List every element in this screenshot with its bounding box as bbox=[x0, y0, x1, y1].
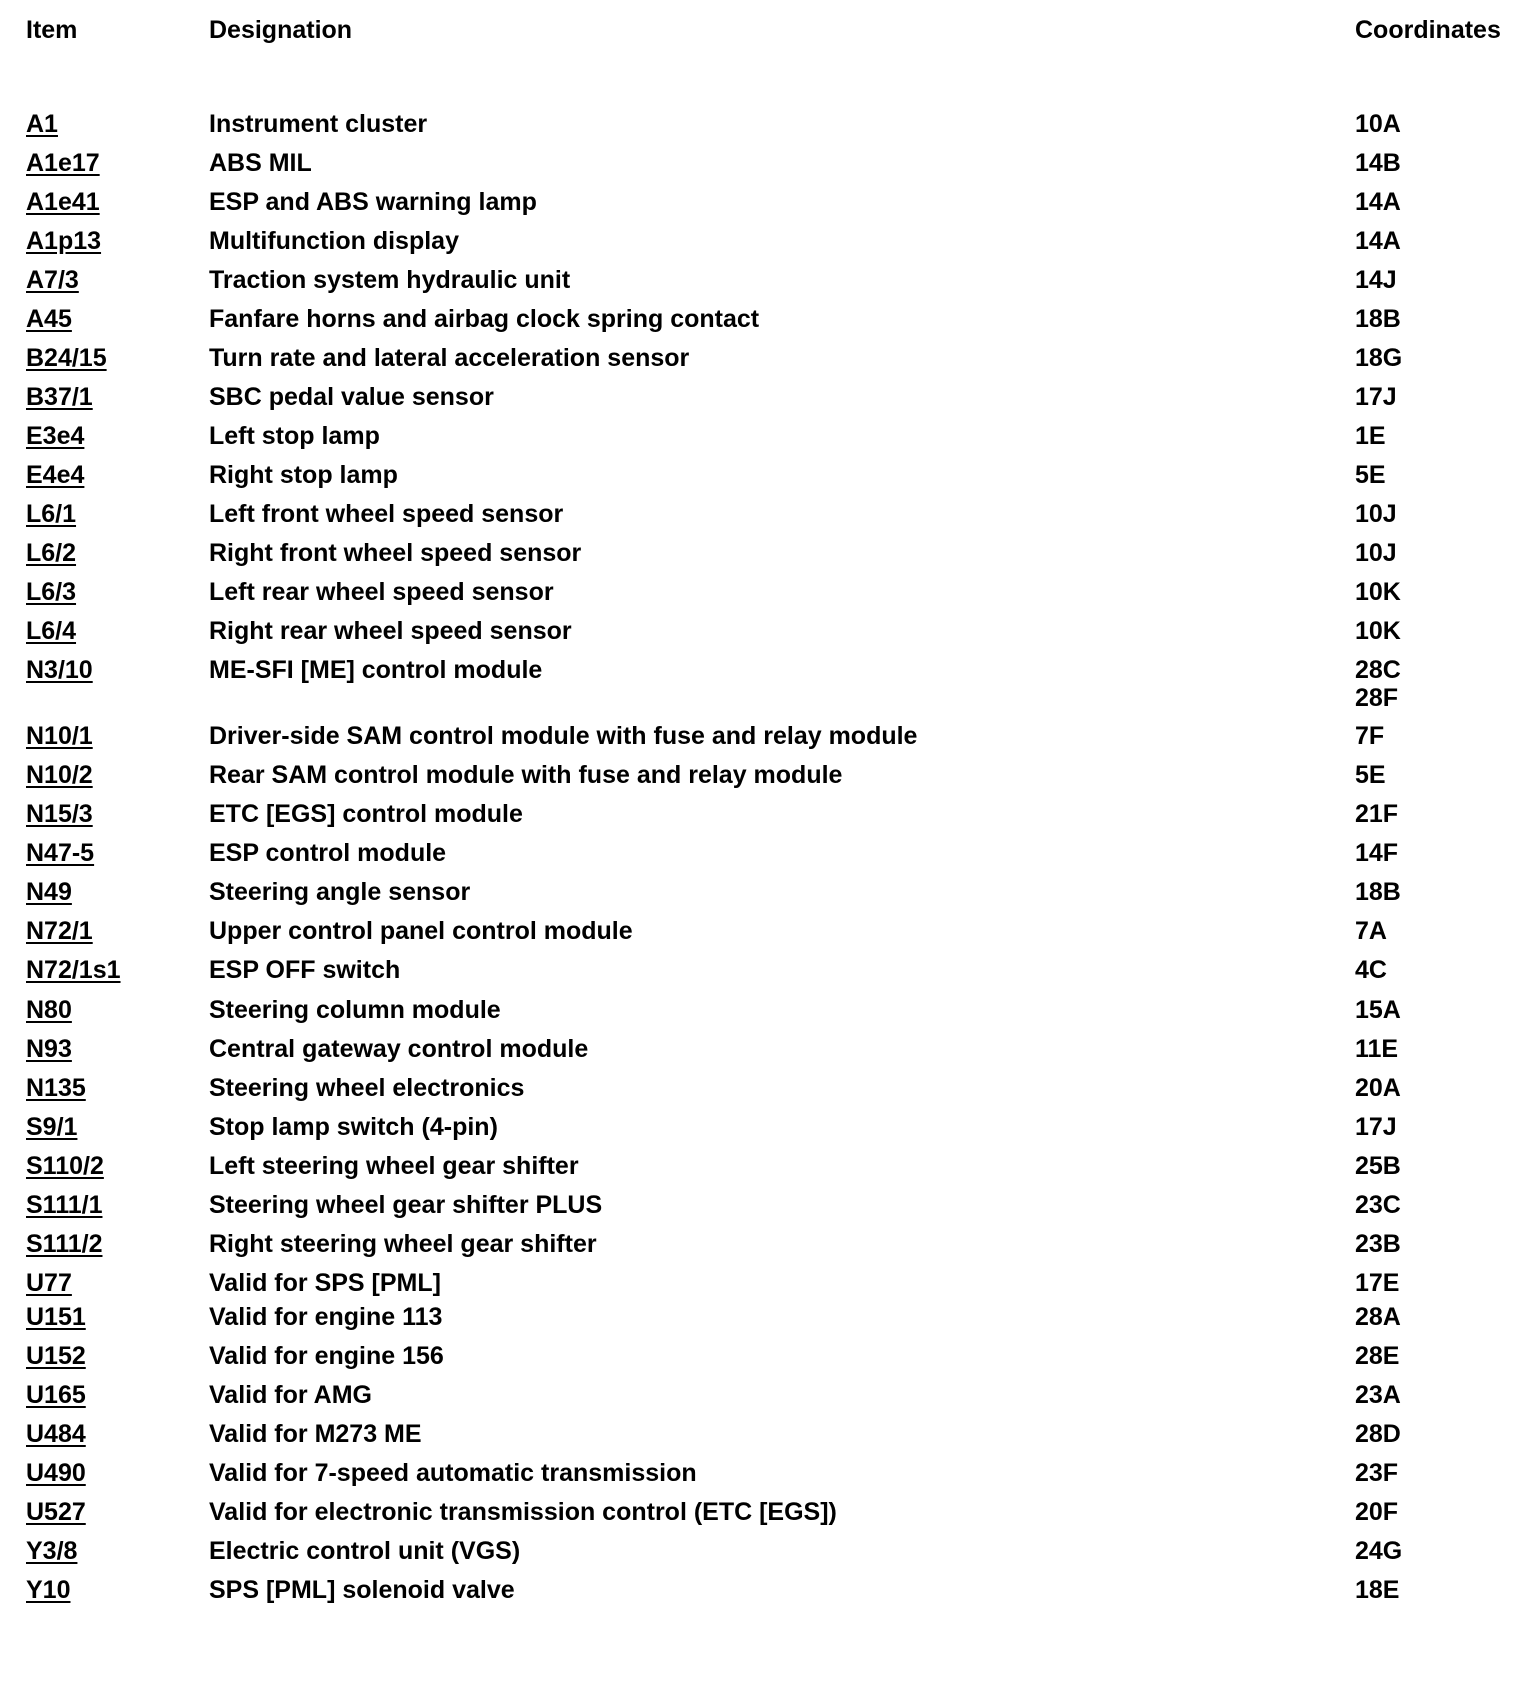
designation-cell: Traction system hydraulic unit bbox=[209, 266, 571, 294]
table-row bbox=[26, 227, 1401, 255]
item-cell bbox=[26, 800, 209, 828]
item-cell bbox=[26, 1230, 209, 1258]
designation-cell: Valid for electronic transmission control (ETC [EGS]) bbox=[209, 1498, 837, 1526]
table-row bbox=[26, 383, 1397, 411]
item-link[interactable]: E3e4 bbox=[26, 422, 85, 450]
item-link[interactable]: L6/2 bbox=[26, 539, 77, 567]
table-row bbox=[26, 1230, 1401, 1258]
item-link[interactable]: A1e17 bbox=[26, 149, 100, 177]
table-row bbox=[26, 1269, 1399, 1297]
item-link[interactable]: N3/10 bbox=[26, 656, 93, 684]
table-row bbox=[26, 1191, 1401, 1219]
designation-cell: Left rear wheel speed sensor bbox=[209, 578, 554, 606]
coordinates-cell: 14J bbox=[1355, 266, 1397, 294]
table-row bbox=[26, 110, 1401, 138]
coordinates-cell: 21F bbox=[1355, 800, 1399, 828]
designation-cell: Valid for M273 ME bbox=[209, 1420, 422, 1448]
table-row bbox=[26, 1498, 1398, 1526]
item-link[interactable]: A45 bbox=[26, 305, 72, 333]
designation-cell: Valid for AMG bbox=[209, 1381, 372, 1409]
designation-cell: SPS [PML] solenoid valve bbox=[209, 1576, 515, 1604]
designation-cell: Steering angle sensor bbox=[209, 878, 471, 906]
item-link[interactable]: U165 bbox=[26, 1381, 86, 1409]
item-cell bbox=[26, 1498, 209, 1526]
designation-cell: ABS MIL bbox=[209, 149, 312, 177]
designation-cell: Stop lamp switch (4-pin) bbox=[209, 1113, 498, 1141]
coordinates-cell: 10J bbox=[1355, 539, 1397, 567]
table-row bbox=[26, 839, 1398, 867]
table-row bbox=[26, 422, 1386, 450]
item-cell bbox=[26, 383, 209, 411]
item-link[interactable]: S111/1 bbox=[26, 1191, 103, 1219]
table-row bbox=[26, 578, 1401, 606]
coordinates-cell: 28E bbox=[1355, 1342, 1400, 1370]
designation-column-header: Designation bbox=[209, 16, 353, 44]
coordinates-cell: 20F bbox=[1355, 1498, 1399, 1526]
table-row bbox=[26, 539, 1397, 567]
coordinates-cell: 14F bbox=[1355, 839, 1399, 867]
coordinates-cell: 14A bbox=[1355, 188, 1401, 216]
item-link[interactable]: E4e4 bbox=[26, 461, 85, 489]
item-link[interactable]: U152 bbox=[26, 1342, 86, 1370]
item-link[interactable]: L6/1 bbox=[26, 500, 77, 528]
item-link[interactable]: N72/1 bbox=[26, 917, 93, 945]
coordinates-cell: 7A bbox=[1355, 917, 1387, 945]
coordinates-cell: 14A bbox=[1355, 227, 1401, 255]
item-cell bbox=[26, 1035, 209, 1063]
designation-cell: Steering column module bbox=[209, 996, 501, 1024]
table-row bbox=[26, 761, 1386, 789]
item-link[interactable]: B37/1 bbox=[26, 383, 93, 411]
designation-cell: ESP OFF switch bbox=[209, 956, 401, 984]
table-row bbox=[26, 996, 1401, 1024]
item-link[interactable]: S110/2 bbox=[26, 1152, 104, 1180]
coordinates-cell: 5E bbox=[1355, 761, 1386, 789]
coordinates-cell: 24G bbox=[1355, 1537, 1403, 1565]
item-cell bbox=[26, 266, 209, 294]
item-link[interactable]: N10/2 bbox=[26, 761, 93, 789]
item-cell bbox=[26, 539, 209, 567]
item-cell bbox=[26, 878, 209, 906]
designation-cell: Left steering wheel gear shifter bbox=[209, 1152, 579, 1180]
coordinates-cell: 15A bbox=[1355, 996, 1401, 1024]
item-cell bbox=[26, 1537, 209, 1565]
table-row bbox=[26, 1152, 1401, 1180]
item-link[interactable]: N10/1 bbox=[26, 722, 93, 750]
table-row bbox=[26, 266, 1397, 294]
item-link[interactable]: N135 bbox=[26, 1074, 86, 1102]
coordinates-cell: 4C bbox=[1355, 956, 1387, 984]
designation-cell: Upper control panel control module bbox=[209, 917, 633, 945]
coordinates-cell: 23F bbox=[1355, 1459, 1399, 1487]
coordinates-cell: 28D bbox=[1355, 1420, 1401, 1448]
item-cell bbox=[26, 761, 209, 789]
item-cell bbox=[26, 617, 209, 645]
coordinates-cell: 11E bbox=[1355, 1035, 1399, 1063]
table-row bbox=[26, 800, 1398, 828]
item-link[interactable]: A1e41 bbox=[26, 188, 100, 216]
item-link[interactable]: L6/3 bbox=[26, 578, 77, 606]
item-cell bbox=[26, 839, 209, 867]
item-link[interactable]: B24/15 bbox=[26, 344, 107, 372]
item-link[interactable]: U77 bbox=[26, 1269, 72, 1297]
item-link[interactable]: A1 bbox=[26, 110, 58, 138]
table-row bbox=[26, 878, 1401, 906]
item-cell bbox=[26, 1459, 209, 1487]
item-cell bbox=[26, 1269, 209, 1297]
item-link[interactable]: U484 bbox=[26, 1420, 86, 1448]
coordinates-cell: 1E bbox=[1355, 422, 1386, 450]
coordinates-cell: 23A bbox=[1355, 1381, 1401, 1409]
item-link[interactable]: S111/2 bbox=[26, 1230, 103, 1258]
designation-cell: ESP and ABS warning lamp bbox=[209, 188, 537, 216]
item-cell bbox=[26, 656, 209, 684]
coordinates-cell: 7F bbox=[1355, 722, 1385, 750]
table-row bbox=[26, 1074, 1401, 1102]
designation-cell: Instrument cluster bbox=[209, 110, 428, 138]
item-cell bbox=[26, 1191, 209, 1219]
table-row bbox=[26, 1459, 1398, 1487]
item-cell bbox=[26, 1342, 209, 1370]
designation-cell: Electric control unit (VGS) bbox=[209, 1537, 521, 1565]
table-row bbox=[26, 344, 1402, 372]
coordinates-cell: 18E bbox=[1355, 1576, 1400, 1604]
item-link[interactable]: A7/3 bbox=[26, 266, 79, 294]
coordinates-cell: 5E bbox=[1355, 461, 1386, 489]
coordinates-cell: 17E bbox=[1355, 1269, 1400, 1297]
table-row bbox=[26, 1381, 1401, 1409]
designation-cell: ETC [EGS] control module bbox=[209, 800, 523, 828]
coordinates-cell: 23C bbox=[1355, 1191, 1401, 1219]
item-link[interactable]: N49 bbox=[26, 878, 72, 906]
designation-cell: Valid for engine 113 bbox=[209, 1303, 443, 1331]
table-row bbox=[26, 656, 1401, 712]
table-row bbox=[26, 188, 1401, 216]
item-link[interactable]: S9/1 bbox=[26, 1113, 78, 1141]
designation-cell: Fanfare horns and airbag clock spring contact bbox=[209, 305, 760, 333]
designation-cell: Right stop lamp bbox=[209, 461, 398, 489]
designation-cell: Valid for engine 156 bbox=[209, 1342, 444, 1370]
designation-cell: Right steering wheel gear shifter bbox=[209, 1230, 597, 1258]
designation-cell: Left front wheel speed sensor bbox=[209, 500, 564, 528]
coordinates-column-header: Coordinates bbox=[1355, 16, 1501, 44]
item-cell bbox=[26, 722, 209, 750]
designation-cell: Steering wheel electronics bbox=[209, 1074, 525, 1102]
item-link[interactable]: N15/3 bbox=[26, 800, 93, 828]
designation-cell: Left stop lamp bbox=[209, 422, 380, 450]
table-row bbox=[26, 1342, 1399, 1370]
table-row bbox=[26, 722, 1384, 750]
coordinates-cell: 17J bbox=[1355, 1113, 1397, 1141]
item-cell bbox=[26, 461, 209, 489]
table-row bbox=[26, 461, 1386, 489]
coordinates-cell: 28C 28F bbox=[1355, 656, 1401, 712]
designation-cell: Valid for 7-speed automatic transmission bbox=[209, 1459, 697, 1487]
item-link[interactable]: U490 bbox=[26, 1459, 86, 1487]
table-header bbox=[26, 14, 1520, 54]
item-cell bbox=[26, 956, 209, 984]
coordinates-cell: 10K bbox=[1355, 578, 1401, 606]
coordinates-cell: 18B bbox=[1355, 305, 1401, 333]
table-row bbox=[26, 956, 1387, 984]
designation-cell: Central gateway control module bbox=[209, 1035, 589, 1063]
item-cell bbox=[26, 500, 209, 528]
designation-cell: Steering wheel gear shifter PLUS bbox=[209, 1191, 603, 1219]
item-cell bbox=[26, 996, 209, 1024]
table-row bbox=[26, 1537, 1402, 1565]
item-link[interactable]: N72/1s1 bbox=[26, 956, 121, 984]
coordinates-cell: 23B bbox=[1355, 1230, 1401, 1258]
coordinates-cell: 10J bbox=[1355, 500, 1397, 528]
item-cell bbox=[26, 1420, 209, 1448]
item-link[interactable]: Y3/8 bbox=[26, 1537, 78, 1565]
table-row bbox=[26, 305, 1401, 333]
component-legend-table bbox=[26, 14, 1520, 1604]
designation-cell: Right front wheel speed sensor bbox=[209, 539, 582, 567]
item-cell bbox=[26, 1113, 209, 1141]
table-row bbox=[26, 500, 1397, 528]
item-cell bbox=[26, 344, 209, 372]
coordinates-cell: 10K bbox=[1355, 617, 1401, 645]
coordinates-cell: 18G bbox=[1355, 344, 1403, 372]
designation-cell: ME-SFI [ME] control module bbox=[209, 656, 543, 684]
table-row bbox=[26, 1035, 1398, 1063]
coordinates-cell: 18B bbox=[1355, 878, 1401, 906]
item-link[interactable]: L6/4 bbox=[26, 617, 77, 645]
designation-cell: Turn rate and lateral acceleration sensor bbox=[209, 344, 690, 372]
table-row bbox=[26, 1113, 1397, 1141]
item-link[interactable]: A1p13 bbox=[26, 227, 102, 255]
item-cell bbox=[26, 1303, 209, 1331]
item-link[interactable]: N47-5 bbox=[26, 839, 95, 867]
designation-cell: Multifunction display bbox=[209, 227, 459, 255]
item-link[interactable]: N80 bbox=[26, 996, 72, 1024]
coordinates-cell: 20A bbox=[1355, 1074, 1401, 1102]
item-cell bbox=[26, 188, 209, 216]
table-row bbox=[26, 1420, 1401, 1448]
item-column-header: Item bbox=[26, 16, 78, 44]
item-link[interactable]: U151 bbox=[26, 1303, 86, 1331]
item-link[interactable]: Y10 bbox=[26, 1576, 71, 1604]
designation-cell: SBC pedal value sensor bbox=[209, 383, 494, 411]
item-link[interactable]: N93 bbox=[26, 1035, 72, 1063]
designation-cell: Driver-side SAM control module with fuse and relay module bbox=[209, 722, 918, 750]
table-row bbox=[26, 1303, 1401, 1331]
item-cell bbox=[26, 227, 209, 255]
table-row bbox=[26, 1576, 1399, 1604]
item-cell bbox=[26, 917, 209, 945]
coordinates-cell: 10A bbox=[1355, 110, 1401, 138]
designation-cell: ESP control module bbox=[209, 839, 447, 867]
item-cell bbox=[26, 149, 209, 177]
item-cell bbox=[26, 305, 209, 333]
coordinates-cell: 28A bbox=[1355, 1303, 1401, 1331]
item-cell bbox=[26, 1381, 209, 1409]
item-cell bbox=[26, 110, 209, 138]
item-cell bbox=[26, 1576, 209, 1604]
item-cell bbox=[26, 1152, 209, 1180]
table-row bbox=[26, 149, 1401, 177]
coordinates-cell: 25B bbox=[1355, 1152, 1401, 1180]
designation-cell: Right rear wheel speed sensor bbox=[209, 617, 572, 645]
item-link[interactable]: U527 bbox=[26, 1498, 86, 1526]
item-cell bbox=[26, 1074, 209, 1102]
coordinates-cell: 14B bbox=[1355, 149, 1401, 177]
table-row bbox=[26, 617, 1401, 645]
designation-cell: Valid for SPS [PML] bbox=[209, 1269, 441, 1297]
item-cell bbox=[26, 422, 209, 450]
item-cell bbox=[26, 578, 209, 606]
coordinates-cell: 17J bbox=[1355, 383, 1397, 411]
table-row bbox=[26, 917, 1387, 945]
designation-cell: Rear SAM control module with fuse and relay module bbox=[209, 761, 843, 789]
